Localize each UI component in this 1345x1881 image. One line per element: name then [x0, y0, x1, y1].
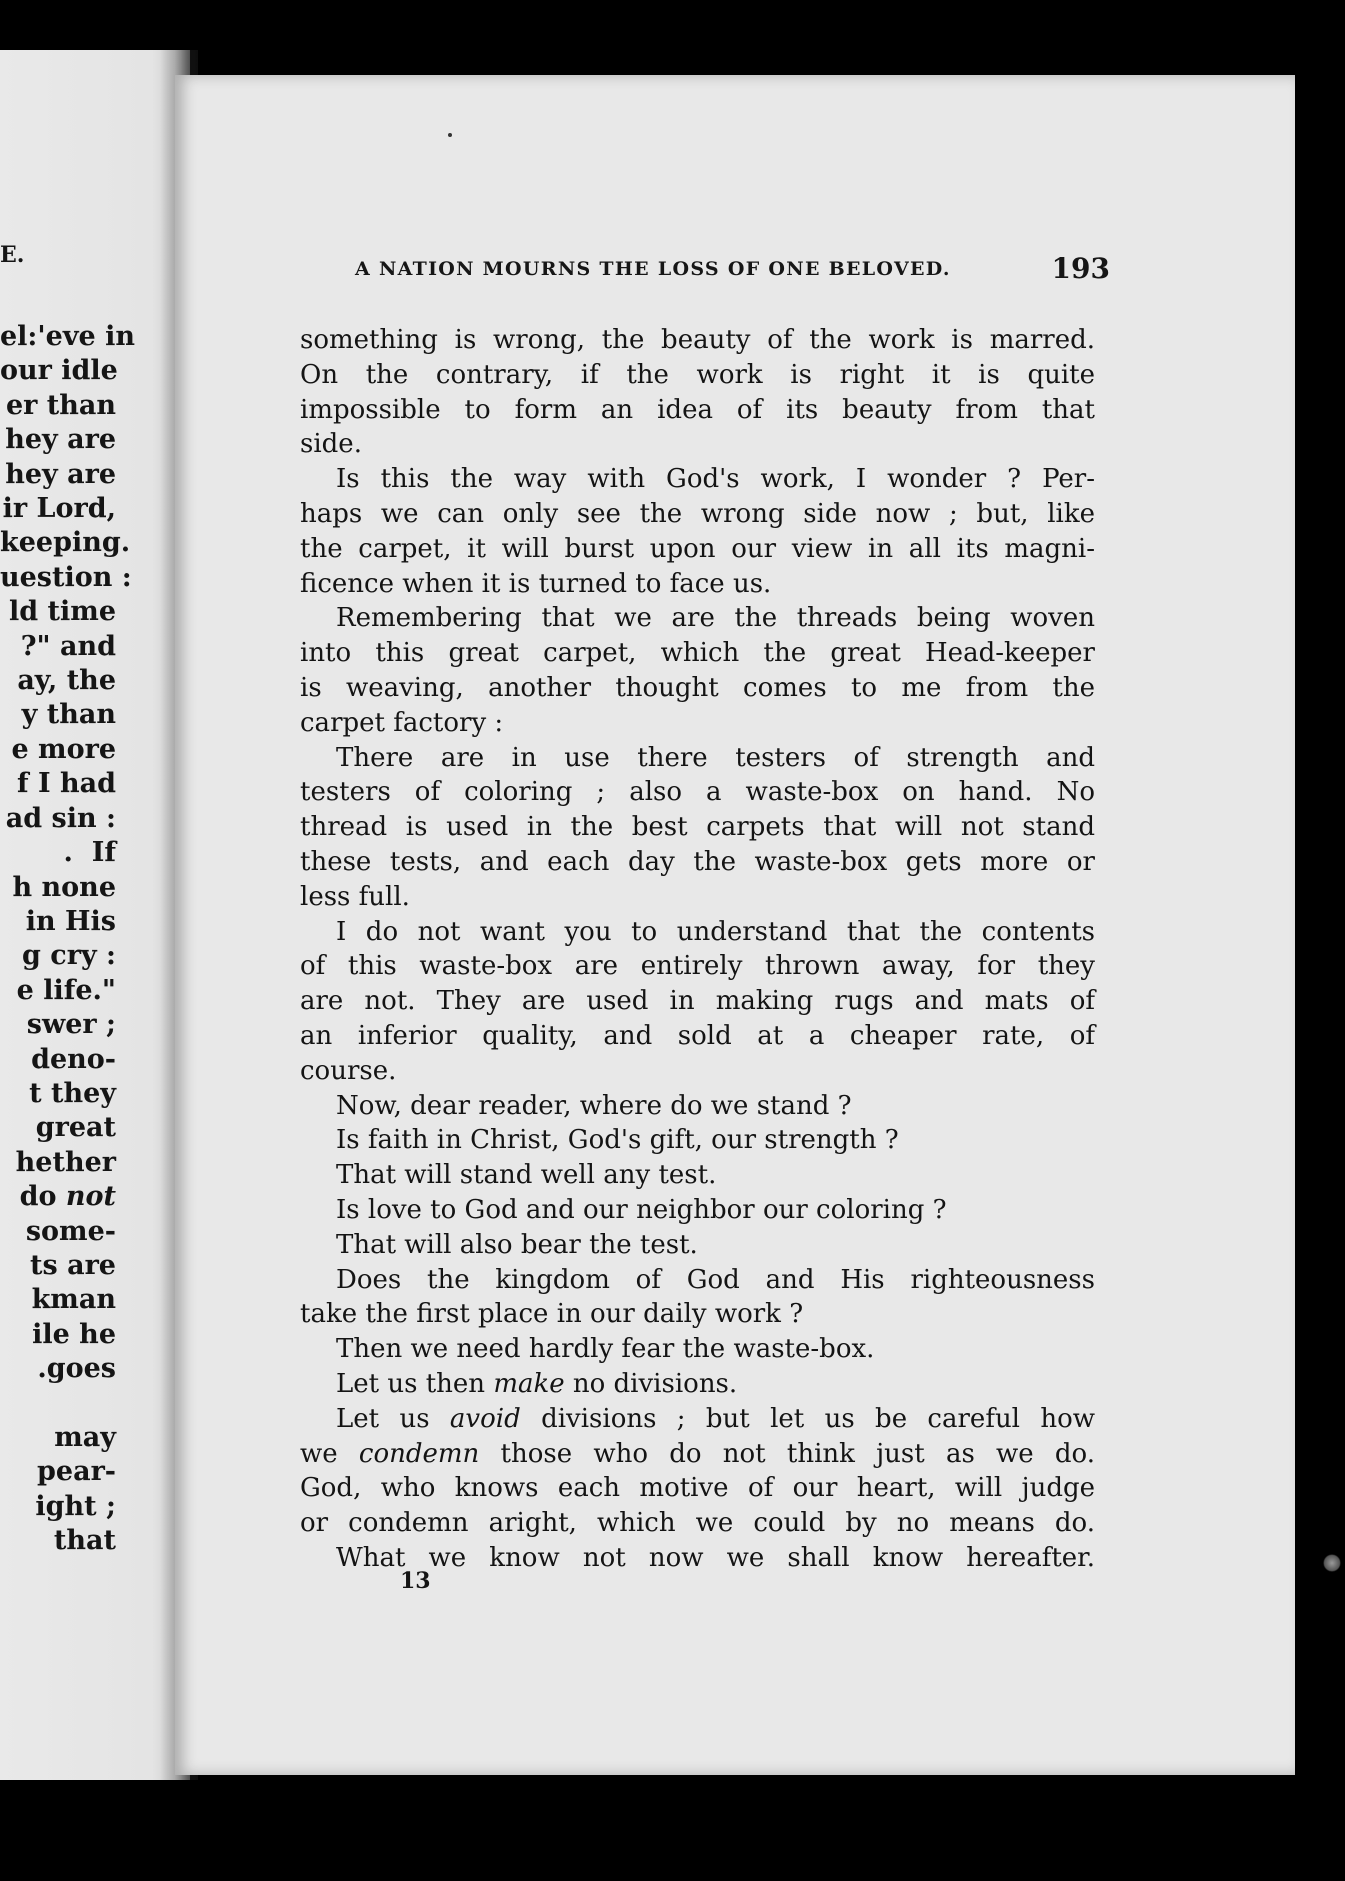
left-page-line: . If: [63, 837, 116, 869]
body-text-run: Let us: [336, 1403, 430, 1434]
left-page-line: e life.": [16, 974, 116, 1006]
left-page-line: f I had: [16, 768, 116, 800]
left-page-line: may: [54, 1422, 116, 1453]
left-page-line: in His: [25, 905, 116, 937]
left-page-line: pear-: [37, 1456, 116, 1488]
left-page-line: .goes: [37, 1353, 116, 1385]
left-page-line: hether: [15, 1146, 116, 1178]
emphasis-text: make: [493, 1368, 565, 1399]
left-page-line: ld time: [8, 596, 116, 628]
body-line: There are in use there testers of strength and: [336, 742, 1095, 773]
body-line: Now, dear reader, where do we stand ?: [336, 1090, 852, 1121]
page-body: [300, 323, 1095, 1576]
body-line: [300, 1367, 1095, 1402]
body-line: these tests, and each day the waste-box gets more or: [300, 846, 1095, 877]
body-line: God, who knows each motive of our heart, will judge: [300, 1473, 1095, 1504]
body-line: On the contrary, if the work is right it is quite: [300, 359, 1095, 390]
left-page-line: great: [35, 1112, 116, 1144]
body-text-run: those who do not think just as we do.: [500, 1438, 1096, 1469]
left-page-line: uestion :: [0, 561, 132, 593]
left-page-line: ight ;: [35, 1490, 116, 1522]
body-line: thread is used in the best carpets that will not stand: [300, 812, 1095, 843]
body-text-run: no divisions.: [572, 1368, 738, 1399]
body-line: or condemn aright, which we could by no means do.: [300, 1508, 1095, 1539]
emphasis-text: avoid: [449, 1403, 521, 1434]
body-line: into this great carpet, which the great Head-keeper: [300, 638, 1095, 669]
left-page-line: g cry :: [22, 940, 116, 972]
body-line: course.: [300, 1055, 397, 1086]
body-line: haps we can only see the wrong side now ; but, like: [300, 498, 1095, 529]
left-page-text: [0, 320, 135, 1559]
body-line: Does the kingdom of God and His righteousness: [336, 1264, 1095, 1295]
body-text-run: Let us then: [336, 1368, 486, 1399]
body-line: carpet factory :: [300, 707, 504, 738]
left-running-head: E.: [0, 242, 25, 268]
left-page-line: keeping.: [0, 527, 131, 559]
body-line: Then we need hardly fear the waste-box.: [336, 1334, 875, 1365]
signature-mark: 13: [400, 1568, 431, 1594]
left-page-line: ay, the: [17, 665, 116, 697]
body-line: Is faith in Christ, God's gift, our strength ?: [336, 1125, 899, 1156]
left-page-line: ts are: [30, 1249, 116, 1281]
left-page-line: ?" and: [20, 630, 116, 662]
left-page-line: [0, 1387, 116, 1421]
body-line: are not. They are used in making rugs and mats of: [300, 986, 1095, 1017]
left-page-line: do not: [19, 1181, 116, 1213]
left-page-line: our idle: [0, 355, 118, 387]
left-page-line: kman: [31, 1284, 116, 1316]
scan-speck: [448, 133, 452, 137]
body-line: testers of coloring ; also a waste-box on hand. No: [300, 777, 1095, 808]
scan-edge-mark: [1323, 1554, 1341, 1572]
left-page-line: deno-: [31, 1043, 116, 1075]
body-line: of this waste-box are entirely thrown away, for they: [300, 951, 1095, 982]
left-page-line: y than: [21, 699, 116, 731]
body-line: I do not want you to understand that the contents: [336, 916, 1095, 947]
left-page-line: er than: [5, 389, 116, 421]
left-page-line: t they: [29, 1077, 116, 1109]
body-line: side.: [300, 429, 362, 460]
left-page-line: swer ;: [26, 1009, 116, 1041]
body-line: ficence when it is turned to face us.: [300, 568, 772, 599]
body-line: less full.: [300, 881, 410, 912]
body-line: take the first place in our daily work ?: [300, 1299, 804, 1330]
running-head: [355, 252, 1110, 285]
body-line: What we know not now we shall know hereafter.: [336, 1542, 1095, 1573]
body-line: the carpet, it will burst upon our view in all its magni-: [300, 533, 1095, 564]
body-line: Is this the way with God's work, I wonder ? Per-: [336, 464, 1095, 495]
running-head-title: A NATION MOURNS THE LOSS OF ONE BELOVED.: [355, 258, 951, 280]
body-line: That will also bear the test.: [336, 1229, 698, 1260]
body-line: an inferior quality, and sold at a cheaper rate, of: [300, 1020, 1095, 1051]
left-page-line: some-: [25, 1215, 116, 1247]
body-line: [300, 1402, 1095, 1437]
left-page-line: that: [53, 1525, 116, 1557]
left-page-line: ile he: [32, 1318, 116, 1350]
left-page-line: e more: [11, 733, 116, 765]
left-page-line: ad sin :: [5, 802, 116, 834]
body-line: is weaving, another thought comes to me from the: [300, 672, 1095, 703]
emphasis-text: condemn: [358, 1438, 480, 1469]
body-line: That will stand well any test.: [336, 1160, 717, 1191]
left-page-line: hey are: [5, 458, 116, 490]
body-line: something is wrong, the beauty of the work is marred.: [300, 325, 1095, 355]
body-text-run: we: [300, 1438, 338, 1469]
page-number: 193: [1051, 252, 1110, 285]
body-text-run: divisions ; but let us be careful how: [541, 1403, 1096, 1434]
left-page-line: el:'eve in: [0, 321, 135, 352]
left-page-line: hey are: [5, 424, 116, 456]
left-page-line: ir Lord,: [2, 493, 116, 525]
body-line: Is love to God and our neighbor our coloring ?: [336, 1194, 947, 1225]
left-page-line: h none: [12, 871, 116, 903]
body-line: [300, 1437, 1095, 1472]
body-line: impossible to form an idea of its beauty from that: [300, 394, 1095, 425]
body-line: Remembering that we are the threads being woven: [336, 603, 1095, 634]
